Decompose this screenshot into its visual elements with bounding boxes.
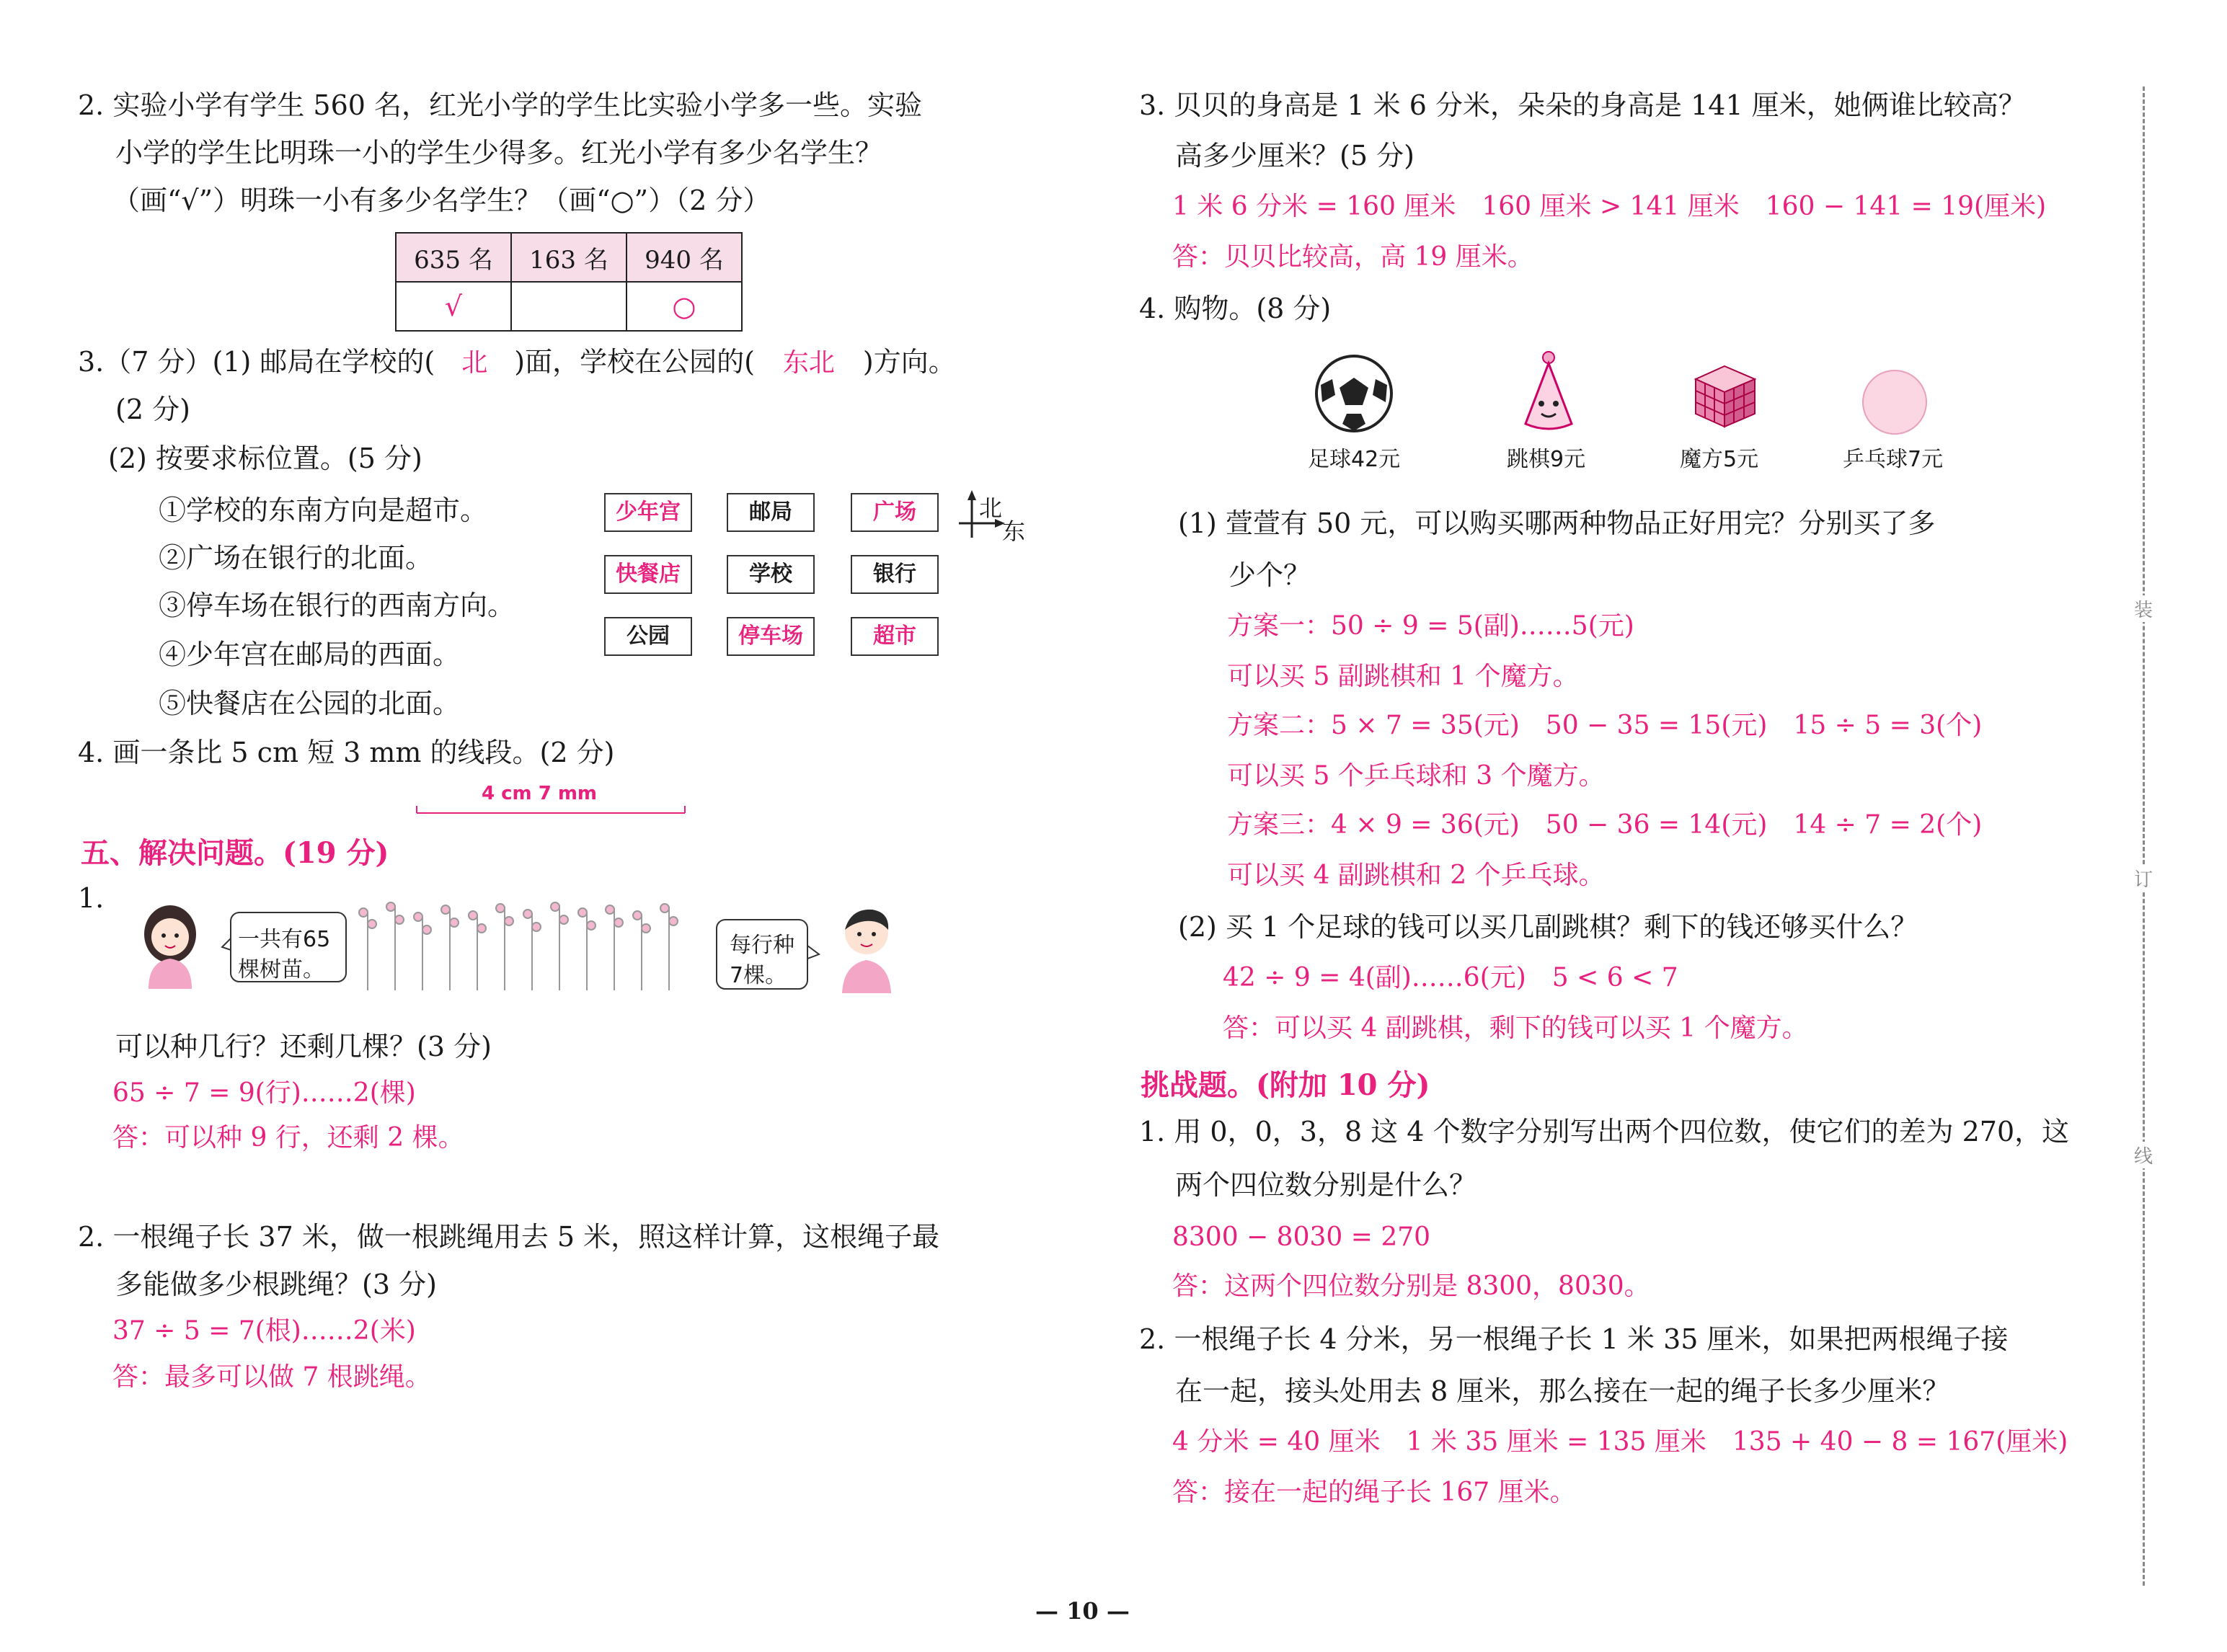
plan-2-calc: 方案二：5 × 7 = 35(元) 50 − 35 = 15(元) 15 ÷ 5 = 3(个)	[1227, 711, 1983, 740]
binding-glyph-3: 线	[2134, 1142, 2153, 1168]
chess-piece-icon	[1513, 349, 1585, 440]
c1-answer-text: 答：这两个四位数分别是 8300，8030。	[1172, 1271, 1650, 1301]
p1-question: 可以种几行？还剩几棵？(3 分)	[115, 1031, 492, 1062]
item-cube-label: 魔方5元	[1680, 447, 1759, 472]
bubble-right-line1: 每行种	[730, 933, 794, 958]
c1-answer-calc: 8300 − 8030 = 270	[1172, 1222, 1431, 1252]
grid-cell-fastfood: 快餐店	[604, 555, 692, 594]
table-cell	[511, 282, 627, 331]
q3-cond-1: ①学校的东南方向是超市。	[159, 494, 488, 526]
segment-line	[415, 804, 689, 819]
q3-text-a: 3.（7 分）(1) 邮局在学校的(	[78, 346, 435, 378]
rubiks-cube-icon	[1688, 360, 1761, 432]
q3-cond-3: ③停车场在银行的西南方向。	[159, 590, 515, 621]
binding-glyph-2: 订	[2134, 865, 2153, 892]
grid-cell-park: 公园	[604, 617, 692, 656]
q3-line1	[78, 345, 956, 380]
q3-cond-5: ⑤快餐店在公园的北面。	[159, 688, 461, 719]
saplings-illustration	[353, 891, 692, 992]
r-q4-p1-line1: (1) 萱萱有 50 元，可以购买哪两种物品正好用完？分别买了多	[1178, 507, 1936, 539]
r-q4-p2-question: (2) 买 1 个足球的钱可以买几副跳棋？剩下的钱还够买什么？	[1178, 911, 1918, 943]
table-cell: 163 名	[511, 233, 627, 282]
compass-north-label: 北	[979, 494, 1003, 522]
q2-choice-table	[395, 232, 743, 332]
football-icon	[1314, 353, 1400, 440]
grid-cell-post-office: 邮局	[727, 493, 815, 532]
plan-3-calc: 方案三：4 × 9 = 36(元) 50 − 36 = 14(元) 14 ÷ 7 = 2(个)	[1227, 810, 1983, 840]
c2-line2: 在一起，接头处用去 8 厘米，那么接在一起的绳子长多少厘米？	[1175, 1375, 1950, 1407]
table-cell: ○	[627, 282, 742, 331]
binding-line	[2143, 86, 2145, 1586]
ping-pong-ball-icon	[1860, 368, 1932, 440]
r-q4-p2-answer-text: 答：可以买 4 副跳棋，剩下的钱可以买 1 个魔方。	[1223, 1013, 1808, 1043]
compass-east-label: 东	[1002, 518, 1026, 545]
p2-line1: 2. 一根绳子长 37 米，做一根跳绳用去 5 米，照这样计算，这根绳子最	[78, 1221, 940, 1253]
plan-3-text: 可以买 4 副跳棋和 2 个乒乓球。	[1227, 861, 1605, 890]
segment-label: 4 cm 7 mm	[482, 783, 598, 804]
p2-answer-calc: 37 ÷ 5 = 7(根)……2(米)	[112, 1316, 416, 1346]
c1-line2: 两个四位数分别是什么？	[1175, 1169, 1477, 1201]
p2-answer-text: 答：最多可以做 7 根跳绳。	[112, 1362, 431, 1392]
bubble-left-line2: 棵树苗。	[238, 957, 324, 982]
grid-cell-bank: 银行	[851, 555, 939, 594]
grid-cell-square: 广场	[851, 493, 939, 532]
plan-2-text: 可以买 5 个乒乓球和 3 个魔方。	[1227, 761, 1605, 791]
grid-cell-youth-palace: 少年宫	[604, 493, 692, 532]
bubble-right-line2: 7棵。	[730, 963, 787, 988]
q3-line2: (2 分)	[115, 394, 190, 425]
p1-answer-calc: 65 ÷ 7 = 9(行)……2(棵)	[112, 1078, 416, 1108]
q3-answer-2: 东北	[782, 348, 835, 378]
c2-line1: 2. 一根绳子长 4 分米，另一根绳子长 1 米 35 厘米，如果把两根绳子接	[1139, 1323, 2009, 1355]
bubble-left-line1: 一共有65	[238, 927, 331, 952]
r-q3-answer-calc: 1 米 6 分米 = 160 厘米 160 厘米 > 141 厘米 160 − 141 = 19(厘米)	[1172, 192, 2047, 221]
q2-line2: 小学的学生比明珠一小的学生少得多。红光小学有多少名学生？	[115, 137, 883, 169]
girl-illustration	[134, 904, 213, 990]
page-number: — 10 —	[1035, 1597, 1130, 1625]
grid-cell-supermarket: 超市	[851, 617, 939, 656]
p2-line2: 多能做多少根跳绳？(3 分)	[115, 1269, 437, 1300]
r-q4-p1-line2: 少个？	[1228, 559, 1311, 591]
q2-line1: 2. 实验小学有学生 560 名，红光小学的学生比实验小学多一些。实验	[78, 89, 923, 121]
c2-answer-text: 答：接在一起的绳子长 167 厘米。	[1172, 1478, 1576, 1507]
q3-text-c: )方向。	[862, 346, 956, 378]
section5-title: 五、解决问题。(19 分)	[81, 836, 389, 870]
r-q4-title: 4. 购物。(8 分)	[1139, 293, 1332, 324]
q2-line3: （画“√”）明珠一小有多少名学生？（画“○”）（2 分）	[112, 185, 771, 216]
table-cell: 940 名	[627, 233, 742, 282]
item-chess-label: 跳棋9元	[1507, 447, 1586, 472]
r-q3-line1: 3. 贝贝的身高是 1 米 6 分米，朵朵的身高是 141 厘米，她俩谁比较高？	[1139, 89, 2026, 121]
q3-text-b: )面，学校在公园的(	[514, 346, 755, 378]
grid-cell-school: 学校	[727, 555, 815, 594]
plan-1-calc: 方案一：50 ÷ 9 = 5(副)……5(元)	[1227, 611, 1634, 641]
item-football-label: 足球42元	[1308, 447, 1401, 472]
q3-cond-2: ②广场在银行的北面。	[159, 542, 433, 574]
r-q4-p2-answer-calc: 42 ÷ 9 = 4(副)……6(元) 5 < 6 < 7	[1223, 963, 1678, 992]
binding-glyph-1: 装	[2134, 595, 2153, 622]
plan-1-text: 可以买 5 副跳棋和 1 个魔方。	[1227, 662, 1579, 691]
q4-text: 4. 画一条比 5 cm 短 3 mm 的线段。(2 分)	[78, 737, 615, 768]
grid-cell-parking: 停车场	[727, 617, 815, 656]
c1-line1: 1. 用 0，0，3，8 这 4 个数字分别写出两个四位数，使它们的差为 270，这	[1139, 1116, 2070, 1147]
c2-answer-calc: 4 分米 = 40 厘米 1 米 35 厘米 = 135 厘米 135 + 40 − 8 = 167(厘米)	[1172, 1427, 2068, 1457]
challenge-title: 挑战题。(附加 10 分)	[1141, 1068, 1430, 1102]
q3-part2: (2) 按要求标位置。(5 分)	[108, 443, 422, 474]
table-cell: √	[396, 282, 511, 331]
r-q3-answer-text: 答：贝贝比较高，高 19 厘米。	[1172, 242, 1533, 272]
q3-answer-1: 北	[461, 348, 488, 378]
q3-cond-4: ④少年宫在邮局的西面。	[159, 639, 461, 670]
table-cell: 635 名	[396, 233, 511, 282]
r-q3-line2: 高多少厘米？(5 分)	[1175, 140, 1414, 172]
p1-number: 1.	[78, 882, 105, 914]
item-pingpong-label: 乒乓球7元	[1843, 447, 1944, 472]
boy-illustration	[829, 901, 908, 995]
p1-answer-text: 答：可以种 9 行，还剩 2 棵。	[112, 1123, 464, 1153]
